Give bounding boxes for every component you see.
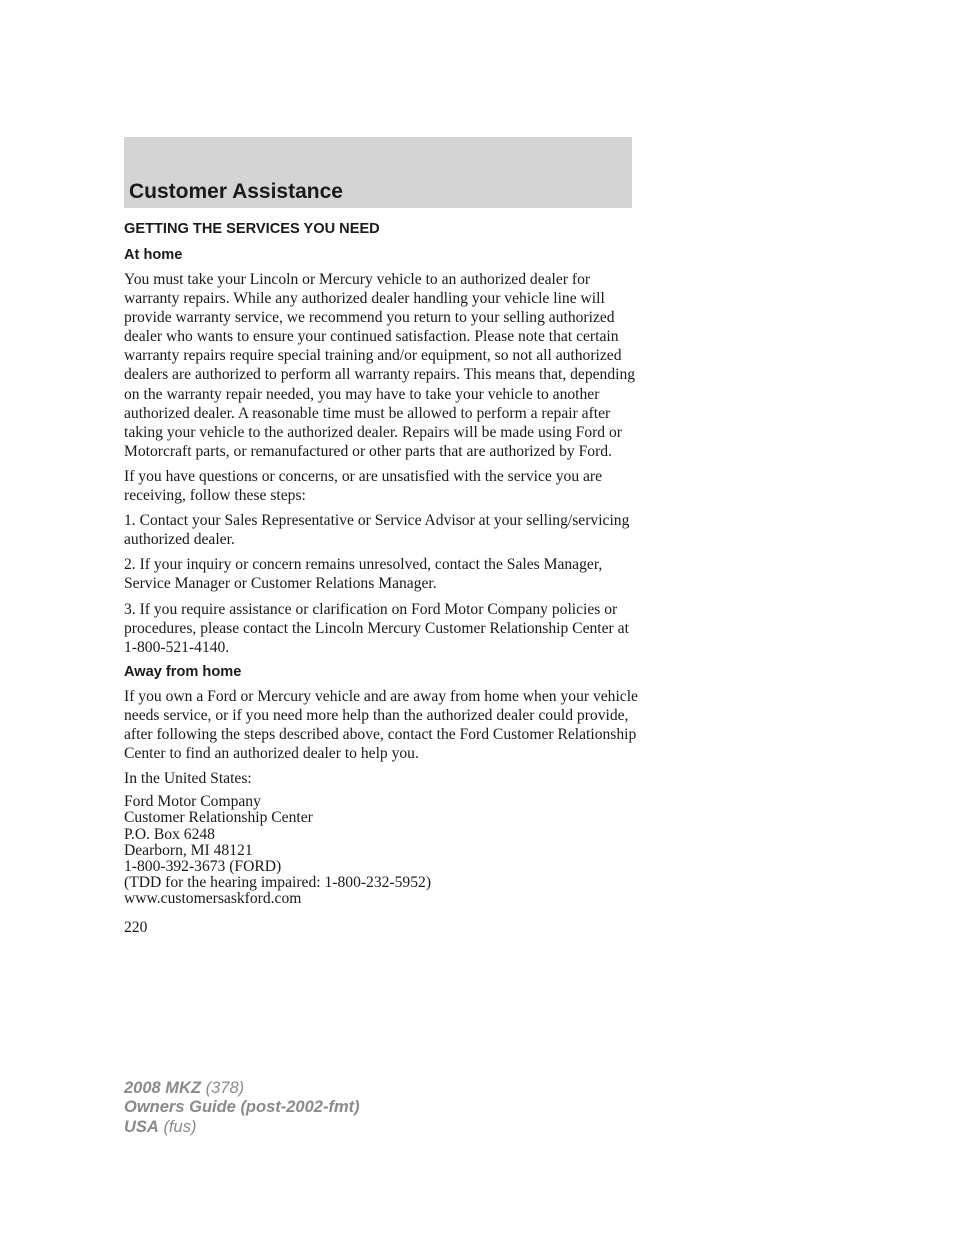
- tdd-line: (TDD for the hearing impaired: 1-800-232-5952): [124, 874, 432, 892]
- united-states-label: In the United States:: [124, 770, 252, 788]
- address-line: Ford Motor Company: [124, 793, 261, 811]
- address-line: Customer Relationship Center: [124, 809, 313, 827]
- section-header-band: [124, 137, 632, 208]
- document-footer: [124, 1079, 360, 1137]
- address-line: P.O. Box 6248: [124, 825, 215, 843]
- footer-line-2: [124, 1098, 360, 1117]
- at-home-heading: At home: [124, 247, 183, 263]
- at-home-paragraph-2: If you have questions or concerns, or are unsatisfied with the service you are receiving, follow these steps:: [124, 467, 603, 505]
- step-3: 3. If you require assistance or clarification on Ford Motor Company policies or procedures, please contact the Lincoln Mercury Customer Relationship Center at 1-800-521-4140.: [124, 600, 629, 656]
- page-number: 220: [124, 918, 148, 936]
- step-2: 2. If your inquiry or concern remains unresolved, contact the Sales Manager, Service Manager or Customer Relations Manager.: [124, 556, 603, 593]
- away-from-home-heading: Away from home: [124, 663, 242, 680]
- phone-line: 1-800-392-3673 (FORD): [124, 858, 282, 876]
- address-line: Dearborn, MI 48121: [124, 841, 253, 859]
- footer-model: 2008 MKZ: [124, 1079, 202, 1097]
- at-home-paragraph-1: You must take your Lincoln or Mercury vehicle to an authorized dealer for warranty repairs. While any authorized dealer handling your vehicle line will provide warranty service, we recommend you return to your selling authorized dealer who wants to ensure your continued satisfaction. Please note that certain warranty repairs require special training and/or equipment, so not all authorized dealers are authorized to perform all warranty repairs. This means that, depending on the warranty repair needed, you may have to take your vehicle to another authorized dealer. A reasonable time must be allowed to perform a repair after taking your vehicle to the authorized dealer. Repairs will be made using Ford or Motorcraft parts, or remanufactured or other parts that are authorized by Ford.: [124, 271, 636, 460]
- address-block: [124, 794, 644, 907]
- footer-region: USA: [124, 1117, 159, 1136]
- website-line: www.customersaskford.com: [124, 890, 302, 908]
- footer-line-1: [124, 1079, 360, 1098]
- step-1: 1. Contact your Sales Representative or Service Advisor at your selling/servicing authorized dealer.: [124, 512, 630, 549]
- footer-model-code: (378): [205, 1079, 245, 1097]
- section-heading: GETTING THE SERVICES YOU NEED: [124, 221, 380, 237]
- footer-line-3: [124, 1118, 360, 1137]
- section-title: Customer Assistance: [129, 180, 343, 203]
- footer-guide-title: Owners Guide (post-2002-fmt): [124, 1098, 360, 1117]
- footer-region-code: (fus): [163, 1117, 197, 1136]
- away-paragraph-1: If you own a Ford or Mercury vehicle and are away from home when your vehicle needs service, or if you need more help than the authorized dealer could provide, after following the steps described above, contact the Ford Customer Relationship Center to find an authorized dealer to help you.: [124, 687, 638, 763]
- page-content: [124, 220, 644, 937]
